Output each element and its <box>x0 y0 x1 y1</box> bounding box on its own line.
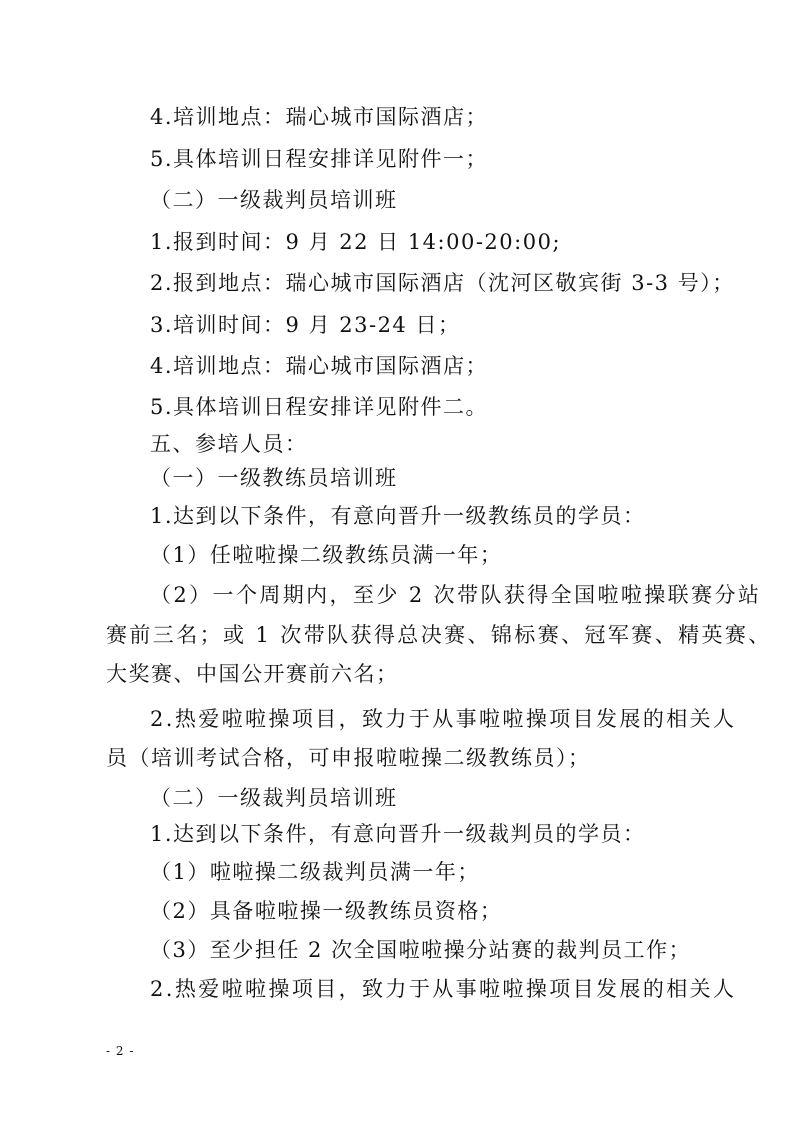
text-line: 1.报到时间：9 月 22 日 14:00-20:00; <box>150 230 562 254</box>
section-heading: 五、参培人员： <box>150 432 308 456</box>
text-line: 5.具体培训日程安排详见附件二。 <box>150 395 489 419</box>
text-line: （2）具备啦啦操一级教练员资格； <box>150 899 503 923</box>
text-line: （1）啦啦操二级裁判员满一年； <box>150 860 480 884</box>
section-heading: （二）一级裁判员培训班 <box>150 786 398 810</box>
text-line: 2.热爱啦啦操项目，致力于从事啦啦操项目发展的相关人 <box>150 977 737 1001</box>
section-heading: （一）一级教练员培训班 <box>150 466 398 490</box>
page-number: - 2 - <box>106 1044 135 1058</box>
text-line: （2）一个周期内，至少 2 次带队获得全国啦啦操联赛分站 <box>150 583 762 607</box>
text-line: （1）任啦啦操二级教练员满一年； <box>150 543 503 567</box>
text-line: 4.培训地点：瑞心城市国际酒店； <box>150 105 489 129</box>
text-line: 4.培训地点：瑞心城市国际酒店； <box>150 354 489 378</box>
text-line: 员（培训考试合格，可申报啦啦操二级教练员）； <box>106 746 591 770</box>
text-line: 1.达到以下条件，有意向晋升一级教练员的学员： <box>150 504 646 528</box>
text-line: 赛前三名；或 1 次带队获得总决赛、锦标赛、冠军赛、精英赛、 <box>106 623 772 647</box>
text-line: 大奖赛、中国公开赛前六名； <box>106 662 399 686</box>
text-line: 2.热爱啦啦操项目，致力于从事啦啦操项目发展的相关人 <box>150 707 737 731</box>
text-line: 3.培训时间：9 月 23-24 日； <box>150 313 461 337</box>
text-line: 2.报到地点：瑞心城市国际酒店（沈河区敬宾街 3-3 号）； <box>150 271 735 295</box>
text-line: 1.达到以下条件，有意向晋升一级裁判员的学员： <box>150 822 646 846</box>
text-line: 5.具体培训日程安排详见附件一； <box>150 147 489 171</box>
text-line: （3）至少担任 2 次全国啦啦操分站赛的裁判员工作； <box>150 938 692 962</box>
section-heading: （二）一级裁判员培训班 <box>150 188 398 212</box>
